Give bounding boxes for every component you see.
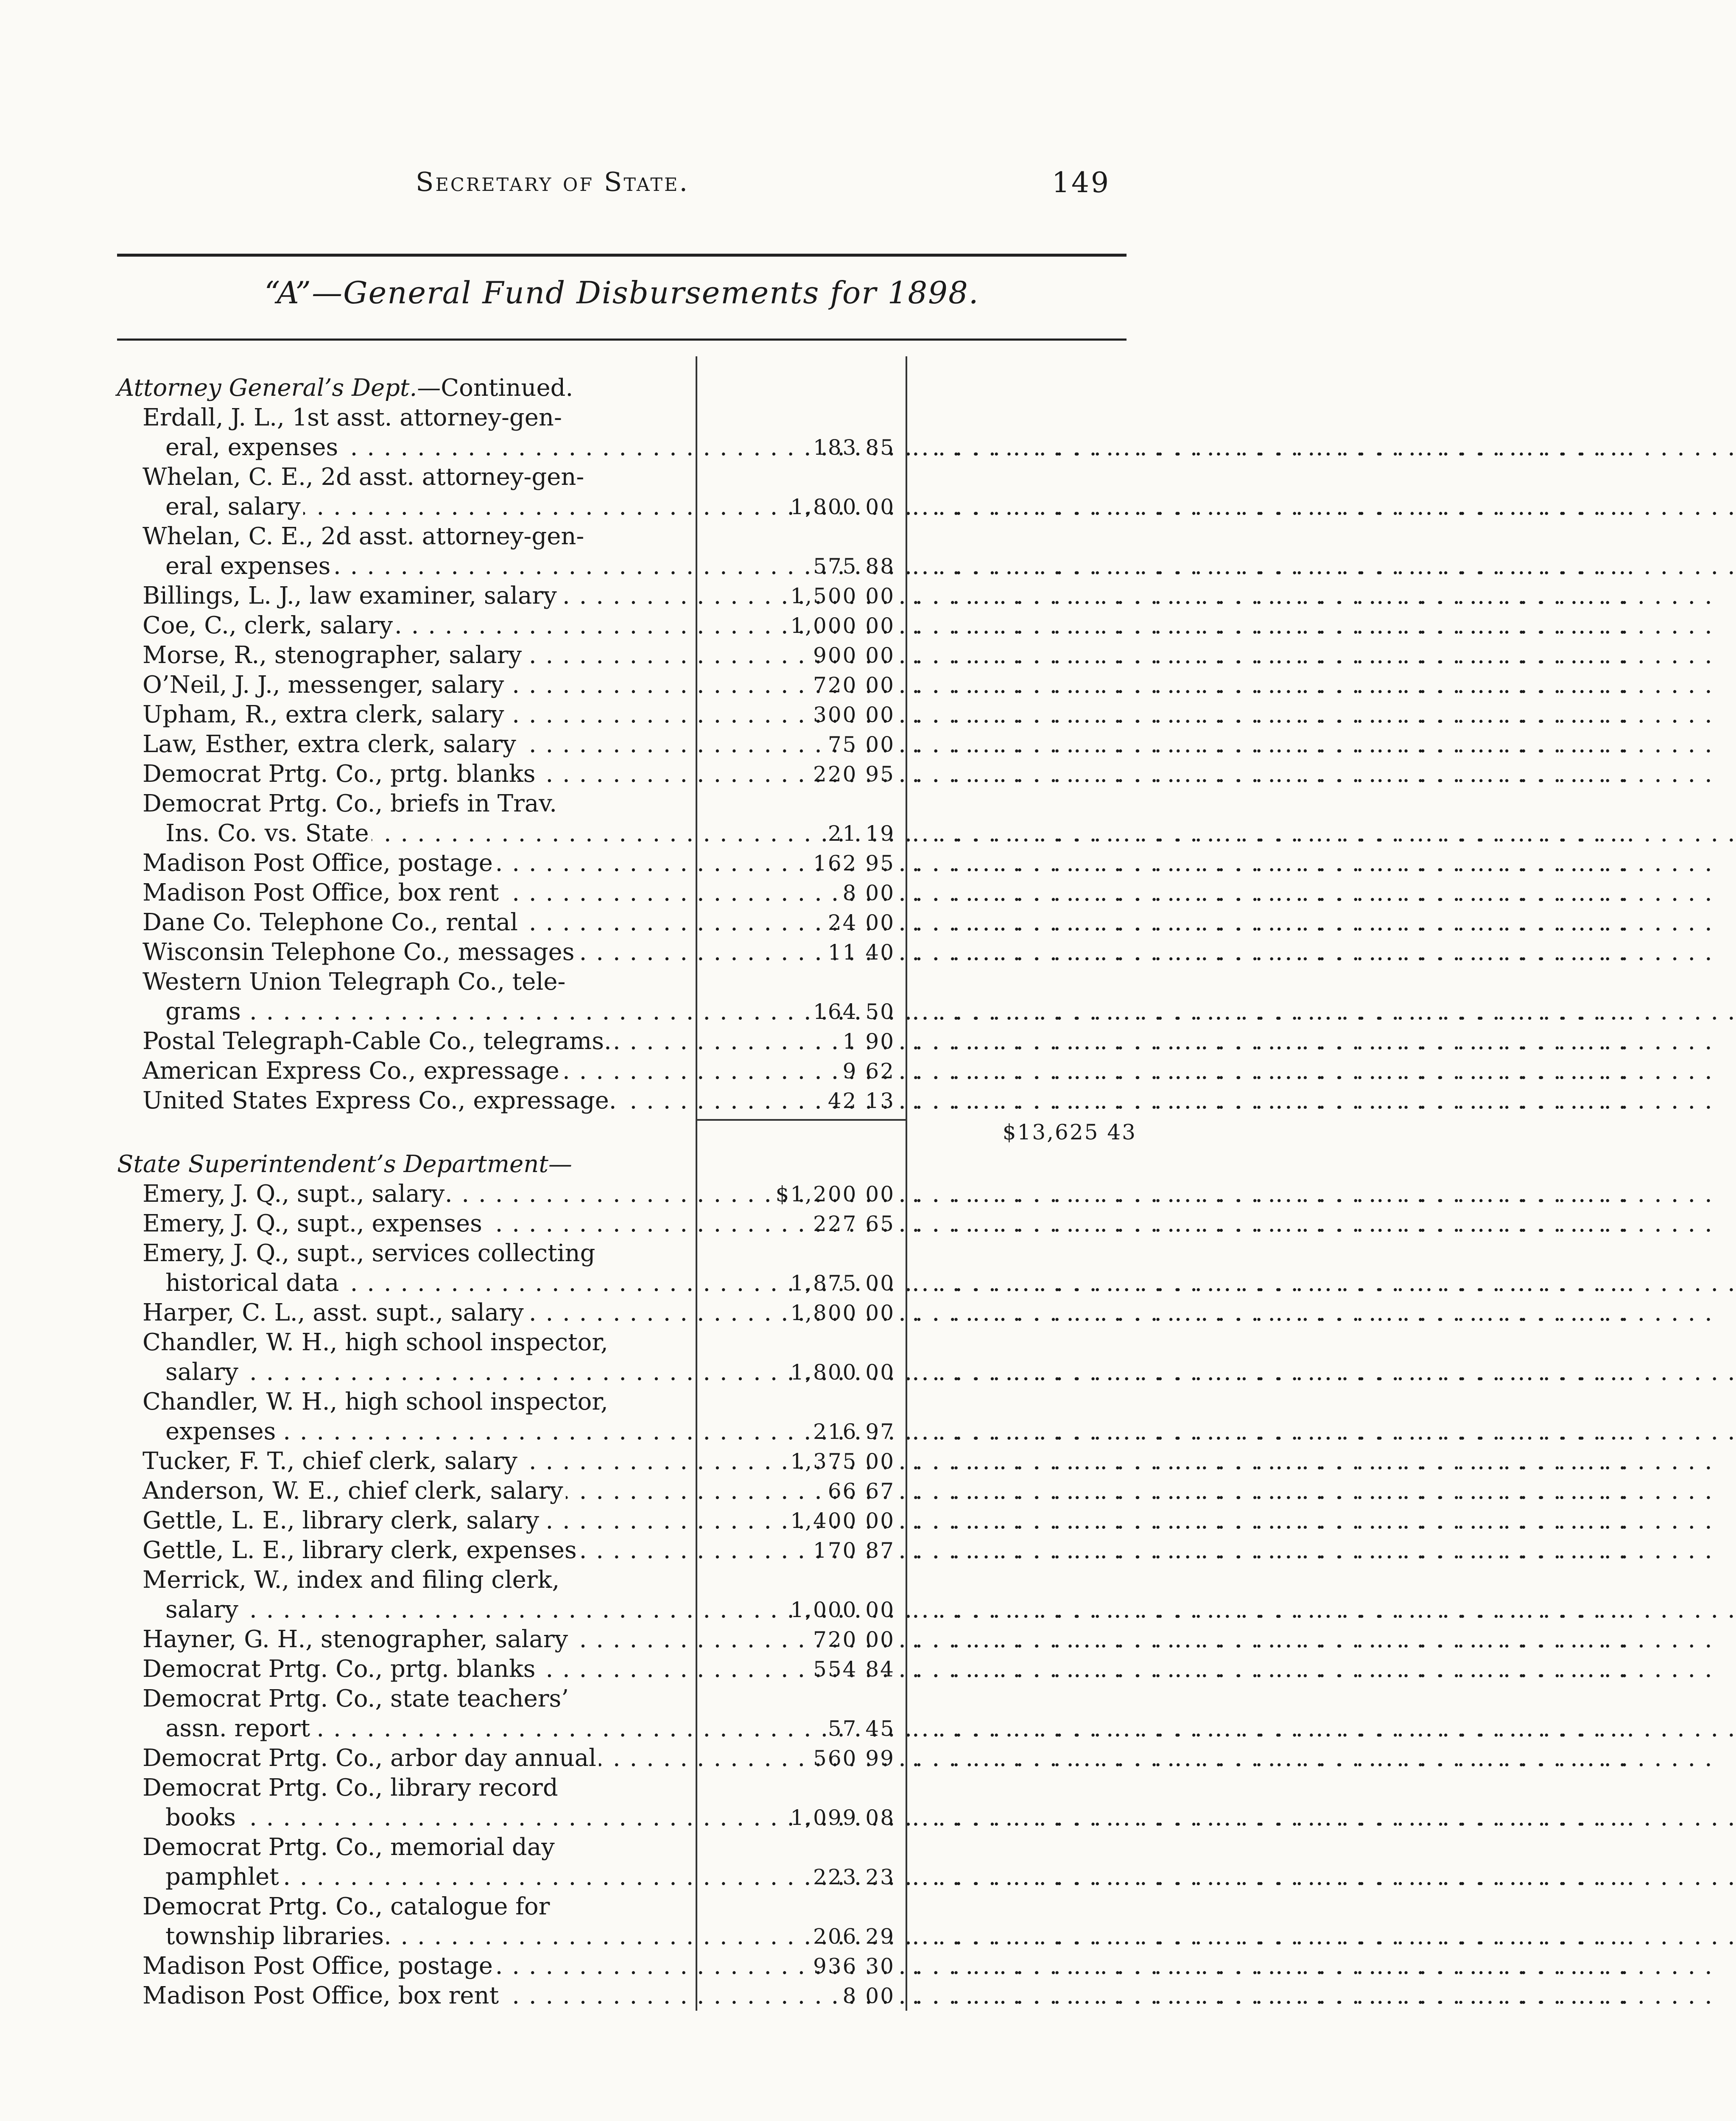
running-header xyxy=(416,166,1137,197)
entry-text: eral expenses xyxy=(165,552,333,580)
dot-leader: . . . . . . . . . . . . . . . . . . . . . . . . . . . . . . . . . . . . xyxy=(912,1299,1629,1326)
dot-leader: . . . . . . . . . . . . . . . . . . . . . . . . . . . . . . . . . . . . xyxy=(912,1922,1629,1950)
entry-description xyxy=(143,1387,690,1417)
entry-text: Madison Post Office, box rent xyxy=(143,1982,501,2009)
table-title: “A”—General Fund Disbursements for 1898. xyxy=(264,275,979,311)
entry-amount: 1,500 00 xyxy=(790,584,895,608)
entry-amount: 227 65 xyxy=(813,1212,895,1236)
entry-text: expenses xyxy=(165,1418,278,1445)
entry-amount: 720 00 xyxy=(813,1627,895,1652)
entry-text: pamphlet xyxy=(165,1863,282,1891)
entry-description xyxy=(143,1179,690,1209)
section-heading-suffix: —Continued. xyxy=(417,374,573,402)
dot-leader: . . . . . . . . . . . . . . . . . . . . . . . . . . . . . . . . . . . . xyxy=(912,1507,1629,1534)
dot-leader: . . . . . . . . . . . . . . . . . . . . . . . . . . . . . . . . . . . . xyxy=(912,1655,1629,1683)
entry-amount: 42 13 xyxy=(827,1088,895,1113)
dot-leader: . . . . . . . . . . . . . . . . . . . . . . . . . . . . . . . . . . . . xyxy=(912,1418,1629,1445)
entry-amount: $1,200 00 xyxy=(775,1182,895,1206)
entry-description xyxy=(143,670,690,700)
entry-description xyxy=(143,1056,690,1086)
entry-description xyxy=(143,522,690,551)
entry-amount: 220 95 xyxy=(813,762,895,786)
entry-amount: 900 00 xyxy=(813,643,895,668)
dot-leader: . . . . . . . . . . . . . . . . . . . . . . . . . . . . . . . . . . . . xyxy=(912,1027,1629,1055)
section-heading-label: State Superintendent’s Department— xyxy=(117,1150,572,1178)
entry-description-cont xyxy=(165,492,690,522)
entry-description xyxy=(143,700,690,730)
entry-text: Tucker, F. T., chief clerk, salary xyxy=(143,1447,520,1475)
entry-text: historical data xyxy=(165,1269,341,1297)
entry-text: Gettle, L. E., library clerk, expenses xyxy=(143,1536,579,1564)
dot-leader: . . . . . . . . . . . . . . . . . . . . . . . . . . . . . . . . . . . . xyxy=(912,879,1629,907)
entry-description xyxy=(143,1833,690,1862)
entry-description xyxy=(143,967,690,997)
entry-text: Postal Telegraph-Cable Co., telegrams. xyxy=(143,1027,614,1055)
entry-amount: 1,000 00 xyxy=(790,1598,895,1622)
dot-leader: . . . . . . . . . . . . . . . . . . . . . . . . . . . . . . . . . . . . xyxy=(912,938,1629,966)
entry-amount: 223 23 xyxy=(813,1865,895,1889)
dot-leader: . . . . . . . . . . . . . . . . . . . . . . . . . . . . . . . . . . . . xyxy=(912,1087,1629,1114)
entry-description xyxy=(143,1476,690,1506)
entry-amount: 936 30 xyxy=(813,1954,895,1978)
entry-text: Law, Esther, extra clerk, salary xyxy=(143,730,519,758)
entry-description xyxy=(143,1951,690,1981)
top-rule xyxy=(117,254,1127,257)
entry-description xyxy=(143,1328,690,1357)
entry-text: eral, expenses xyxy=(165,434,341,461)
entry-description-cont xyxy=(165,1595,690,1625)
entry-text: salary xyxy=(165,1596,241,1623)
entry-text: Chandler, W. H., high school inspector, xyxy=(143,1329,611,1356)
dot-leader: . . . . . . . . . . . . . . . . . . . . . . . . . . . . . . . . . . . . xyxy=(912,1626,1629,1653)
entry-text: Billings, L. J., law examiner, salary xyxy=(143,582,559,610)
dot-leader: . . . . . . . . . . . . . . . . . . . . . . . . . . . . . . . . . . . . xyxy=(912,1952,1629,1980)
entry-text: Democrat Prtg. Co., briefs in Trav. xyxy=(143,790,559,817)
entry-text: Dane Co. Telephone Co., rental xyxy=(143,909,520,936)
entry-description xyxy=(143,1565,690,1595)
dot-leader: . . . . . . . . . . . . . . . . . . . . . . . . . . . . . . . . . . . . xyxy=(912,909,1629,936)
entry-description xyxy=(143,1298,690,1328)
column-rule-description xyxy=(696,356,697,1141)
entry-amount: 164 50 xyxy=(813,999,895,1024)
section-heading xyxy=(117,373,573,403)
entry-text: Whelan, C. E., 2d asst. attorney-gen- xyxy=(143,463,587,491)
entry-amount: 720 00 xyxy=(813,673,895,697)
entry-amount: 75 00 xyxy=(827,732,895,757)
entry-description-cont xyxy=(165,997,690,1027)
entry-description xyxy=(143,878,690,908)
entry-text: Western Union Telegraph Co., tele- xyxy=(143,968,568,996)
dot-leader: . . . . . . . . . . . . . . . . . . . . . . . . . . . . . . . . . . . . xyxy=(912,820,1629,847)
entry-text: Erdall, J. L., 1st asst. attorney-gen- xyxy=(143,404,565,431)
entry-text: Chandler, W. H., high school inspector, xyxy=(143,1388,611,1416)
entry-description-cont xyxy=(165,1357,690,1387)
entry-amount: 170 87 xyxy=(813,1538,895,1563)
entry-text: American Express Co., expressage xyxy=(143,1057,562,1085)
entry-description xyxy=(143,1684,690,1714)
dot-leader: . . . . . . . . . . . . . . . . . . . . . . . . . . . . . . . . . . . . xyxy=(912,1536,1629,1564)
entry-amount: 21 19 xyxy=(827,821,895,846)
entry-text: Emery, J. Q., supt., expenses xyxy=(143,1210,485,1237)
entry-text: eral, salary xyxy=(165,493,303,520)
entry-text: Democrat Prtg. Co., library record xyxy=(143,1774,561,1802)
dot-leader: . . . . . . . . . . . . . . . . . . . . . . . . . . . . . . . . . . . . xyxy=(912,1804,1629,1831)
entry-text: Madison Post Office, box rent xyxy=(143,879,501,907)
entry-text: books xyxy=(165,1804,238,1831)
entry-description xyxy=(143,908,690,937)
entry-description-cont xyxy=(165,1268,690,1298)
entry-description-cont xyxy=(165,1417,690,1447)
entry-text: assn. report xyxy=(165,1715,313,1742)
entry-description xyxy=(143,641,690,670)
entry-amount: 575 88 xyxy=(813,554,895,579)
entry-amount: 1,400 00 xyxy=(790,1508,895,1533)
entry-amount: 1,800 00 xyxy=(790,1360,895,1385)
dot-leader: . . . . . . . . . . . . . . . . . . . . . . . . . . . . . . . . . . . . xyxy=(912,1596,1629,1623)
entry-text: township libraries xyxy=(165,1922,386,1950)
entry-text: Democrat Prtg. Co., prtg. blanks xyxy=(143,760,538,788)
entry-amount: 11 40 xyxy=(827,940,895,965)
entry-text: salary xyxy=(165,1358,241,1386)
dot-leader: . . . . . . . . . . . . . . . . . . . . . . . . . . . . . . . . . . . . xyxy=(912,612,1629,639)
entry-description-cont xyxy=(165,1922,690,1951)
dot-leader: . . . . . . . . . . . . . . . . . . . . . . . . . . . . . . . . . . . . xyxy=(912,998,1629,1025)
entry-description-cont xyxy=(165,1714,690,1743)
entry-text: Democrat Prtg. Co., state teachers’ xyxy=(143,1685,571,1712)
entry-description xyxy=(143,789,690,819)
entry-description xyxy=(143,462,690,492)
entry-text: Wisconsin Telephone Co., messages xyxy=(143,938,577,966)
entry-amount: 300 00 xyxy=(813,702,895,727)
entry-amount: 162 95 xyxy=(813,851,895,876)
entry-description xyxy=(143,1086,690,1116)
entry-text: Democrat Prtg. Co., prtg. blanks xyxy=(143,1655,538,1683)
column-rule-amount xyxy=(906,356,907,1141)
entry-description-cont xyxy=(165,1862,690,1892)
entry-description xyxy=(143,581,690,611)
entry-amount: 1,875 00 xyxy=(790,1271,895,1296)
entry-amount: 1,375 00 xyxy=(790,1449,895,1474)
entry-amount: 1,099 08 xyxy=(790,1805,895,1830)
entry-amount: 66 67 xyxy=(827,1479,895,1503)
entry-text: Democrat Prtg. Co., catalogue for xyxy=(143,1893,552,1920)
entry-text: Morse, R., stenographer, salary xyxy=(143,641,524,669)
running-title: Secretary of State. xyxy=(416,166,690,197)
entry-amount: 216 97 xyxy=(813,1419,895,1444)
entry-text: Merrick, W., index and filing clerk, xyxy=(143,1566,562,1594)
entry-text: United States Express Co., expressage. xyxy=(143,1087,619,1114)
section-heading xyxy=(117,1150,572,1179)
dot-leader: . . . . . . . . . . . . . . . . . . . . . . . . . . . . . . . . . . . . xyxy=(912,701,1629,728)
dot-leader: . . . . . . . . . . . . . . . . . . . . . . . . . . . . . . . . . . . . xyxy=(912,1863,1629,1891)
entry-text: Upham, R., extra clerk, salary xyxy=(143,701,507,728)
entry-description xyxy=(143,1743,690,1773)
entry-amount: 554 84 xyxy=(813,1657,895,1682)
entry-description xyxy=(143,848,690,878)
entry-description-cont xyxy=(165,819,690,848)
entry-amount: 183 85 xyxy=(813,435,895,460)
entry-amount: 1,800 00 xyxy=(790,495,895,519)
entry-description xyxy=(143,759,690,789)
column-rule-description xyxy=(696,1133,697,2011)
entry-description xyxy=(143,1773,690,1803)
entry-text: Hayner, G. H., stenographer, salary xyxy=(143,1626,570,1653)
dot-leader: . . . . . . . . . . . . . . . . . . . . . . . . . . . . . . . . . . . . xyxy=(912,1210,1629,1237)
dot-leader: . . . . . . . . . . . . . . . . . . . . . . . . . . . . . . . . . . . . xyxy=(912,1180,1629,1208)
dot-leader: . . . . . . . . . . . . . . . . . . . . . . . . . . . . . . . . . . . . xyxy=(912,552,1629,580)
dot-leader: . . . . . . . . . . . . . . . . . . . . . . . . . . . . . . . . . . . . xyxy=(912,671,1629,699)
entry-amount: 1,000 00 xyxy=(790,613,895,638)
entry-text: Democrat Prtg. Co., memorial day xyxy=(143,1833,557,1861)
dot-leader: . . . . . . . . . . . . . . . . . . . . . . . . . . . . . . . . . . . . xyxy=(912,849,1629,877)
title-rule xyxy=(117,339,1127,341)
column-rule-amount xyxy=(906,1133,907,2011)
entry-text: grams xyxy=(165,998,243,1025)
entry-description xyxy=(143,611,690,641)
entry-amount: 24 00 xyxy=(827,910,895,935)
entry-amount: 8 00 xyxy=(842,1984,895,2008)
entry-description-cont xyxy=(165,551,690,581)
dot-leader: . . . . . . . . . . . . . . . . . . . . . . . . . . . . . . . . . . . . xyxy=(912,1447,1629,1475)
entry-description xyxy=(143,1536,690,1565)
dot-leader: . . . . . . . . . . . . . . . . . . . . . . . . . . . . . . . . . . . . xyxy=(912,582,1629,610)
dot-leader: . . . . . . . . . . . . . . . . . . . . . . . . . . . . . . . . . . . . xyxy=(912,434,1629,461)
entry-description xyxy=(143,1654,690,1684)
entry-description xyxy=(143,1981,690,2011)
entry-description xyxy=(143,730,690,759)
entry-amount: 9 62 xyxy=(842,1059,895,1083)
entry-description xyxy=(143,1239,690,1268)
entry-description xyxy=(143,1447,690,1476)
dot-leader: . . . . . . . . . . . . . . . . . . . . . . . . . . . . . . . . . . . . xyxy=(912,1982,1629,2009)
entry-description xyxy=(143,1209,690,1239)
page-number: 149 xyxy=(1052,166,1110,199)
entry-description-cont xyxy=(165,433,690,462)
entry-text: Madison Post Office, postage xyxy=(143,1952,495,1980)
subtotal-rule xyxy=(696,1119,906,1121)
entry-text: Harper, C. L., asst. supt., salary xyxy=(143,1299,526,1326)
entry-description xyxy=(143,1506,690,1536)
section-total: $13,625 43 xyxy=(1002,1120,1137,1144)
dot-leader: . . . . . . . . . . . . . . . . . . . . . . . . . . . . . . . . . . . . xyxy=(912,730,1629,758)
entry-text: Ins. Co. vs. State xyxy=(165,820,372,847)
entry-text: Madison Post Office, postage xyxy=(143,849,495,877)
section-heading-label: Attorney General’s Dept. xyxy=(117,374,417,402)
entry-text: O’Neil, J. J., messenger, salary xyxy=(143,671,506,699)
entry-text: Emery, J. Q., supt., services collecting xyxy=(143,1240,598,1267)
entry-description-cont xyxy=(165,1803,690,1833)
dot-leader: . . . . . . . . . . . . . . . . . . . . . . . . . . . . . . . . . . . . xyxy=(912,1057,1629,1085)
entry-text: Coe, C., clerk, salary xyxy=(143,612,395,639)
entry-text: Gettle, L. E., library clerk, salary xyxy=(143,1507,542,1534)
entry-text: Emery, J. Q., supt., salary xyxy=(143,1180,447,1208)
dot-leader: . . . . . . . . . . . . . . . . . . . . . . . . . . . . . . . . . . . . xyxy=(912,641,1629,669)
entry-description xyxy=(143,403,690,433)
dot-leader: . . . . . . . . . . . . . . . . . . . . . . . . . . . . . . . . . . . . xyxy=(912,1744,1629,1772)
entry-description xyxy=(143,1892,690,1922)
entry-text: Democrat Prtg. Co., arbor day annual xyxy=(143,1744,599,1772)
entry-description xyxy=(143,937,690,967)
entry-amount: 8 00 xyxy=(842,881,895,905)
entry-text: Anderson, W. E., chief clerk, salary xyxy=(143,1477,566,1505)
entry-amount: 1,800 00 xyxy=(790,1301,895,1325)
dot-leader: . . . . . . . . . . . . . . . . . . . . . . . . . . . . . . . . . . . . xyxy=(912,1269,1629,1297)
entry-amount: 57 45 xyxy=(827,1716,895,1741)
entry-amount: 206 29 xyxy=(813,1924,895,1949)
dot-leader: . . . . . . . . . . . . . . . . . . . . . . . . . . . . . . . . . . . . xyxy=(912,1358,1629,1386)
dot-leader: . . . . . . . . . . . . . . . . . . . . . . . . . . . . . . . . . . . . xyxy=(912,760,1629,788)
entry-amount: 560 99 xyxy=(813,1746,895,1771)
dot-leader: . . . . . . . . . . . . . . . . . . . . . . . . . . . . . . . . . . . . xyxy=(912,1715,1629,1742)
entry-description xyxy=(143,1027,690,1056)
entry-description xyxy=(143,1625,690,1654)
entry-amount: 1 90 xyxy=(842,1029,895,1054)
dot-leader: . . . . . . . . . . . . . . . . . . . . . . . . . . . . . . . . . . . . xyxy=(912,1477,1629,1505)
entry-text: Whelan, C. E., 2d asst. attorney-gen- xyxy=(143,523,587,550)
dot-leader: . . . . . . . . . . . . . . . . . . . . . . . . . . . . . . . . . . . . xyxy=(912,493,1629,520)
